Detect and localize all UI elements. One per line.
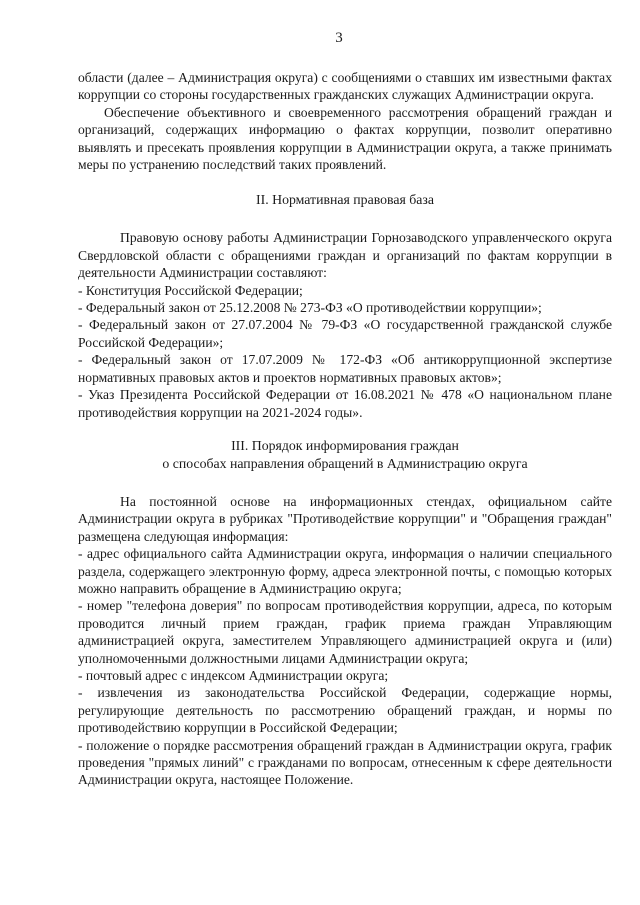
list-item: - извлечения из законодательства Российской Федерации, содержащие нормы, регулирующие деятельность по рассмотрению обращений граждан, и нормы по противодействию коррупции в Российской Федерации;	[78, 685, 612, 736]
section-3-heading	[78, 437, 612, 473]
list-item: - Федеральный закон от 25.12.2008 № 273-ФЗ «О противодействии коррупции»;	[78, 300, 542, 316]
page-number: 3	[335, 30, 343, 46]
section-3-heading-line-2: о способах направления обращений в Администрацию округа	[162, 455, 528, 471]
list-item: - номер "телефона доверия" по вопросам противодействия коррупции, адреса, по которым проводится личный прием граждан, график приема граждан Управляющим администрацией округа, заместителем Управляющего администрацией округа и (или) уполномоченными должностными лицами Администрации округа;	[78, 598, 612, 666]
intro-continuation: области (далее – Администрация округа) с сообщениями о ставших им известными фактах коррупции со стороны государственных гражданских служащих Администрации округа.	[78, 70, 612, 103]
list-item: - Федеральный закон от 17.07.2009 № 172-ФЗ «Об антикоррупционной экспертизе нормативных правовых актов и проектов нормативных правовых актов»;	[78, 352, 612, 385]
section-3-lead: На постоянной основе на информационных стендах, официальном сайте Администрации округа в рубриках "Противодействие коррупции" и "Обращения граждан" размещена следующая информация:	[78, 493, 612, 544]
section-3-heading-line-1: III. Порядок информирования граждан	[231, 437, 459, 453]
list-item: - Федеральный закон от 27.07.2004 № 79-ФЗ «О государственной гражданской службе Российской Федерации»;	[78, 317, 612, 350]
information-list	[78, 545, 612, 789]
list-item: - положение о порядке рассмотрения обращений граждан в Администрации округа, график проведения "прямых линий" с гражданами по вопросам, отнесенным к сфере деятельности Администрации округа, настоящее Положение.	[78, 737, 612, 788]
list-item: - адрес официального сайта Администрации округа, информация о наличии специального раздела, содержащего электронную форму, адреса электронной почты, с помощью которых можно направить обращение в Администрацию округа;	[78, 546, 612, 596]
list-item: - Указ Президента Российской Федерации от 16.08.2021 № 478 «О национальном плане противодействия коррупции на 2021-2024 годы».	[78, 387, 612, 420]
section-2-lead: Правовую основу работы Администрации Горнозаводского управленческого округа Свердловской области с обращениями граждан и организаций по фактам коррупции в деятельности Администрации составляют:	[78, 230, 612, 281]
list-item: - Конституция Российской Федерации;	[78, 282, 303, 298]
legal-basis-list	[78, 282, 612, 421]
intro-paragraph: Обеспечение объективного и своевременного рассмотрения обращений граждан и организаций, содержащих информацию о фактах коррупции, позволит оперативно выявлять и пресекать проявления коррупции в Администрации округа, а также принимать меры по устранению последствий таких проявлений.	[78, 104, 612, 173]
list-item: - почтовый адрес с индексом Администрации округа;	[78, 667, 389, 683]
section-2-heading: II. Нормативная правовая база	[256, 192, 434, 208]
